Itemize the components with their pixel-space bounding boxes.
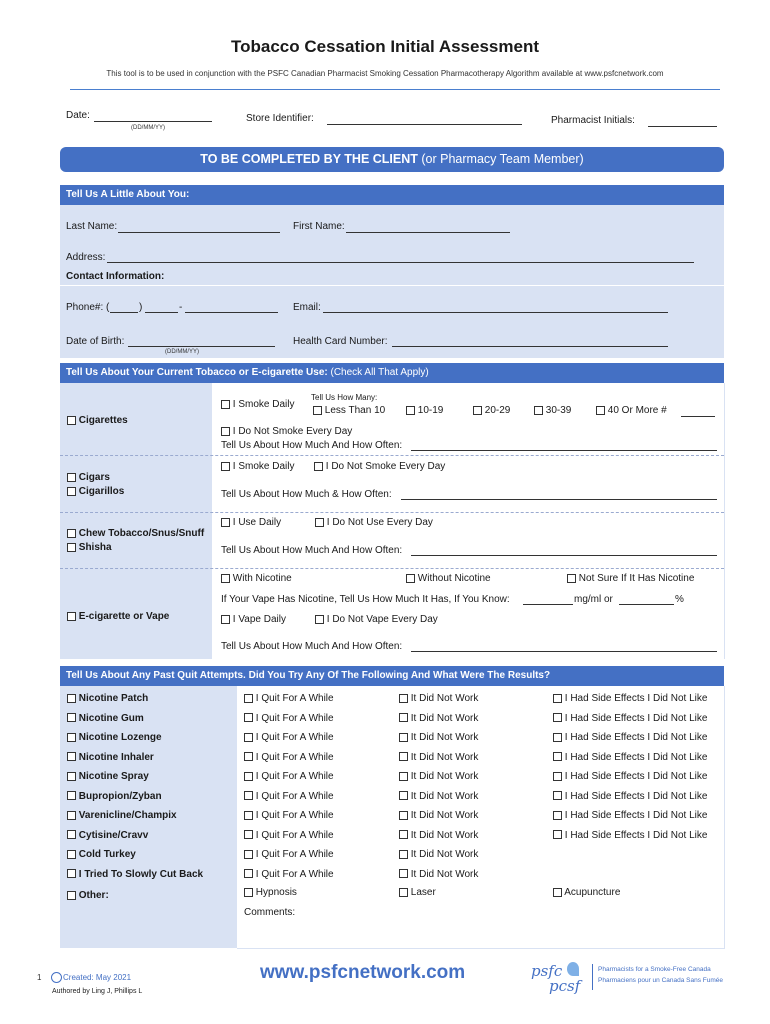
past-method-9-label: I Tried To Slowly Cut Back	[78, 868, 204, 880]
past-quit-while-6-checkbox[interactable]	[244, 811, 253, 820]
cigars-not-daily-checkbox[interactable]	[314, 462, 323, 471]
past-side-effects-7-label: I Had Side Effects I Did Not Like	[564, 829, 708, 841]
past-method-2-checkbox[interactable]	[67, 733, 76, 742]
past-side-effects-3-label: I Had Side Effects I Did Not Like	[564, 751, 708, 763]
cigarettes-daily-checkbox[interactable]	[221, 400, 230, 409]
past-quit-while-5-label: I Quit For A While	[255, 790, 334, 802]
cigarettes-label: Cigarettes	[78, 415, 128, 426]
other-option[interactable]	[67, 890, 109, 901]
past-method-8-label: Cold Turkey	[78, 849, 136, 860]
vape-daily-option[interactable]	[221, 614, 286, 625]
laser-label: Laser	[410, 887, 436, 898]
past-side-effects-3-option[interactable]	[553, 752, 707, 763]
cigars-daily-checkbox[interactable]	[221, 462, 230, 471]
past-method-2-label: Nicotine Lozenge	[78, 732, 162, 743]
past-side-effects-5-option[interactable]	[553, 791, 707, 802]
past-not-work-3-option[interactable]	[399, 752, 478, 763]
past-quit-while-3-option[interactable]	[244, 752, 334, 763]
chew-how-much-field[interactable]	[411, 555, 717, 556]
past-method-1-label: Nicotine Gum	[78, 712, 144, 724]
use-heading	[60, 363, 724, 383]
ecig-how-much-label: Tell Us About How Much And How Often:	[221, 641, 403, 652]
range-checkbox-5[interactable]	[596, 406, 605, 415]
acupuncture-option[interactable]	[553, 887, 620, 898]
ecig-label: E-cigarette or Vape	[78, 611, 170, 622]
past-side-effects-5-label: I Had Side Effects I Did Not Like	[564, 790, 708, 802]
not-sure-nicotine-checkbox[interactable]	[567, 574, 576, 583]
email-field[interactable]	[323, 312, 668, 313]
phone-area-field[interactable]	[110, 312, 138, 313]
cigarettes-not-daily-option[interactable]	[221, 426, 352, 437]
tagline-en: Pharmacists for a Smoke-Free Canada	[598, 966, 711, 973]
past-not-work-0-label: It Did Not Work	[410, 693, 479, 704]
health-card-label: Health Card Number:	[293, 336, 388, 347]
cigars-how-much-label: Tell Us About How Much & How Often:	[221, 489, 392, 500]
banner-bold: TO BE COMPLETED BY THE CLIENT	[200, 152, 418, 166]
past-side-effects-1-option[interactable]	[553, 713, 707, 724]
past-not-work-0-checkbox[interactable]	[399, 694, 408, 703]
past-not-work-9-checkbox[interactable]	[399, 869, 408, 878]
past-quit-while-9-checkbox[interactable]	[244, 869, 253, 878]
past-quit-while-2-option[interactable]	[244, 732, 334, 743]
cigarettes-daily-option[interactable]	[221, 399, 294, 410]
laser-checkbox[interactable]	[399, 888, 408, 897]
chew-how-much-label: Tell Us About How Much And How Often:	[221, 545, 403, 556]
date-label: Date:	[66, 110, 90, 121]
past-quit-while-6-option[interactable]	[244, 810, 334, 821]
past-method-1-checkbox[interactable]	[67, 713, 76, 722]
past-side-effects-1-checkbox[interactable]	[553, 713, 562, 722]
past-method-6-checkbox[interactable]	[67, 811, 76, 820]
hypnosis-checkbox[interactable]	[244, 888, 253, 897]
past-method-4-label: Nicotine Spray	[78, 771, 149, 782]
range-label-5: 40 Or More #	[607, 405, 667, 416]
past-not-work-5-checkbox[interactable]	[399, 791, 408, 800]
past-quit-while-8-label: I Quit For A While	[255, 849, 334, 860]
past-side-effects-2-checkbox[interactable]	[553, 733, 562, 742]
last-name-field[interactable]	[118, 232, 280, 233]
past-not-work-1-checkbox[interactable]	[399, 713, 408, 722]
vape-percent-field[interactable]	[619, 604, 674, 605]
past-not-work-1-label: It Did Not Work	[410, 712, 479, 724]
past-not-work-1-option[interactable]	[399, 713, 478, 724]
past-quit-while-1-label: I Quit For A While	[255, 712, 334, 724]
past-quit-while-0-option[interactable]	[244, 693, 334, 704]
past-side-effects-7-option[interactable]	[553, 830, 707, 841]
chew-option[interactable]	[67, 528, 204, 539]
laser-option[interactable]	[399, 887, 436, 898]
past-side-effects-0-label: I Had Side Effects I Did Not Like	[564, 693, 708, 704]
created-icon	[51, 972, 62, 983]
past-side-effects-6-label: I Had Side Effects I Did Not Like	[564, 810, 708, 821]
authored-by: Authored by Ling J, Phillips L	[52, 988, 143, 995]
with-nicotine-label: With Nicotine	[232, 573, 292, 584]
tagline-fr: Pharmaciens pour un Canada Sans Fumée	[598, 977, 724, 984]
past-method-0-option[interactable]	[67, 693, 148, 704]
chew-daily-label: I Use Daily	[232, 517, 282, 528]
page-number: 1	[37, 973, 42, 982]
past-method-7-label: Cytisine/Cravv	[78, 829, 149, 841]
cigars-how-much-field[interactable]	[401, 499, 717, 500]
past-side-effects-4-option[interactable]	[553, 771, 707, 782]
past-method-8-option[interactable]	[67, 849, 136, 860]
past-side-effects-0-option[interactable]	[553, 693, 707, 704]
ecig-option[interactable]	[67, 611, 169, 622]
ecig-checkbox[interactable]	[67, 612, 76, 621]
chew-daily-checkbox[interactable]	[221, 518, 230, 527]
past-not-work-6-label: It Did Not Work	[410, 810, 479, 821]
past-side-effects-7-checkbox[interactable]	[553, 830, 562, 839]
past-side-effects-6-option[interactable]	[553, 810, 707, 821]
other-checkbox[interactable]	[67, 891, 76, 900]
past-quit-while-5-option[interactable]	[244, 791, 334, 802]
cigars-daily-label: I Smoke Daily	[232, 461, 295, 472]
past-not-work-4-label: It Did Not Work	[410, 771, 479, 782]
page-subtitle: This tool is to be used in conjunction with the PSFC Canadian Pharmacist Smoking Cessation Pharmacotherapy Algorithm available at www.psfcnetwork.com	[106, 69, 664, 78]
about-heading: Tell Us A Little About You:	[60, 185, 724, 205]
dob-format: (DD/MM/YY)	[165, 349, 199, 355]
past-side-effects-4-label: I Had Side Effects I Did Not Like	[564, 771, 708, 782]
store-identifier-field[interactable]	[327, 124, 522, 125]
past-quit-while-1-checkbox[interactable]	[244, 713, 253, 722]
past-method-5-label: Bupropion/Zyban	[78, 790, 162, 802]
address-field[interactable]	[107, 262, 694, 263]
dob-label: Date of Birth:	[66, 336, 125, 347]
hypnosis-label: Hypnosis	[255, 887, 297, 898]
past-not-work-9-option[interactable]	[399, 869, 478, 880]
with-nicotine-checkbox[interactable]	[221, 574, 230, 583]
range-option-3[interactable]	[473, 405, 510, 416]
range-40-field[interactable]	[681, 416, 715, 417]
chew-daily-option[interactable]	[221, 517, 281, 528]
separator-3	[60, 568, 724, 569]
cigars-label: Cigars	[78, 472, 110, 483]
past-quit-while-8-checkbox[interactable]	[244, 850, 253, 859]
range-label-2: 10-19	[417, 405, 444, 416]
past-method-9-option[interactable]	[67, 869, 203, 880]
past-not-work-2-option[interactable]	[399, 732, 478, 743]
shisha-option[interactable]	[67, 542, 112, 553]
pharmacist-initials-field[interactable]	[648, 126, 717, 127]
date-format: (DD/MM/YY)	[131, 125, 165, 131]
use-right-column	[212, 383, 725, 659]
past-not-work-2-checkbox[interactable]	[399, 733, 408, 742]
past-not-work-3-checkbox[interactable]	[399, 752, 408, 761]
past-quit-while-4-option[interactable]	[244, 771, 334, 782]
vape-nicotine-question: If Your Vape Has Nicotine, Tell Us How Much It Has, If You Know:	[221, 594, 510, 605]
pharmacist-initials-label: Pharmacist Initials:	[551, 115, 635, 126]
phone-prefix-field[interactable]	[145, 312, 178, 313]
cigars-checkbox[interactable]	[67, 473, 76, 482]
past-not-work-2-label: It Did Not Work	[410, 732, 479, 743]
vape-mg-field[interactable]	[523, 604, 573, 605]
cigars-option[interactable]	[67, 472, 110, 483]
past-not-work-9-label: It Did Not Work	[410, 868, 479, 880]
ecig-how-much-field[interactable]	[411, 651, 717, 652]
header-divider	[70, 89, 720, 90]
range-option-2[interactable]	[406, 405, 443, 416]
range-checkbox-4[interactable]	[534, 406, 543, 415]
past-quit-while-3-label: I Quit For A While	[255, 751, 334, 763]
vape-not-daily-label: I Do Not Vape Every Day	[326, 614, 438, 625]
past-method-4-checkbox[interactable]	[67, 772, 76, 781]
past-quit-while-7-label: I Quit For A While	[255, 829, 334, 841]
chew-not-daily-option[interactable]	[315, 517, 433, 528]
past-quit-while-4-checkbox[interactable]	[244, 772, 253, 781]
dob-field[interactable]	[128, 346, 275, 347]
past-method-8-checkbox[interactable]	[67, 850, 76, 859]
past-not-work-6-option[interactable]	[399, 810, 478, 821]
cigarillos-label: Cigarillos	[78, 486, 125, 497]
past-not-work-8-option[interactable]	[399, 849, 478, 860]
past-side-effects-3-checkbox[interactable]	[553, 752, 562, 761]
past-quit-while-9-label: I Quit For A While	[255, 868, 334, 880]
past-not-work-5-option[interactable]	[399, 791, 478, 802]
phone-label: Phone#: (	[66, 302, 110, 313]
without-nicotine-label: Without Nicotine	[417, 573, 491, 584]
use-heading-bold: Tell Us About Your Current Tobacco or E-cigarette Use:	[66, 367, 328, 378]
past-method-9-checkbox[interactable]	[67, 869, 76, 878]
mg-ml-or: mg/ml or	[574, 594, 613, 605]
first-name-field[interactable]	[346, 232, 510, 233]
past-quit-while-6-label: I Quit For A While	[255, 810, 334, 821]
past-quit-while-0-label: I Quit For A While	[255, 693, 334, 704]
range-label-1: Less Than 10	[324, 405, 386, 416]
past-method-6-option[interactable]	[67, 810, 177, 821]
range-option-1[interactable]	[313, 405, 385, 416]
past-not-work-7-option[interactable]	[399, 830, 478, 841]
percent-sign: %	[675, 594, 684, 605]
past-side-effects-5-checkbox[interactable]	[553, 791, 562, 800]
past-side-effects-4-checkbox[interactable]	[553, 772, 562, 781]
last-name-label: Last Name:	[66, 221, 118, 232]
range-checkbox-2[interactable]	[406, 406, 415, 415]
not-sure-nicotine-label: Not Sure If It Has Nicotine	[578, 573, 695, 584]
past-method-7-option[interactable]	[67, 830, 148, 841]
not-sure-nicotine-option[interactable]	[567, 573, 694, 584]
vape-not-daily-option[interactable]	[315, 614, 438, 625]
tell-us-how-many: Tell Us How Many:	[311, 393, 378, 402]
email-label: Email:	[293, 302, 321, 313]
range-option-4[interactable]	[534, 405, 571, 416]
past-side-effects-2-option[interactable]	[553, 732, 707, 743]
past-side-effects-2-label: I Had Side Effects I Did Not Like	[564, 732, 708, 743]
acupuncture-label: Acupuncture	[564, 887, 621, 898]
cigarettes-option[interactable]	[67, 415, 128, 426]
with-nicotine-option[interactable]	[221, 573, 292, 584]
past-not-work-7-label: It Did Not Work	[410, 829, 479, 841]
past-method-3-checkbox[interactable]	[67, 752, 76, 761]
range-checkbox-3[interactable]	[473, 406, 482, 415]
client-banner	[60, 147, 724, 172]
hypnosis-option[interactable]	[244, 887, 297, 898]
vape-daily-label: I Vape Daily	[232, 614, 286, 625]
banner-normal: (or Pharmacy Team Member)	[421, 152, 584, 166]
past-method-2-option[interactable]	[67, 732, 162, 743]
past-quit-while-7-checkbox[interactable]	[244, 830, 253, 839]
chew-checkbox[interactable]	[67, 529, 76, 538]
past-not-work-6-checkbox[interactable]	[399, 811, 408, 820]
past-not-work-4-option[interactable]	[399, 771, 478, 782]
range-option-5[interactable]	[596, 405, 667, 416]
created-date: Created: May 2021	[63, 973, 132, 982]
past-quit-while-2-checkbox[interactable]	[244, 733, 253, 742]
chew-not-daily-label: I Do Not Use Every Day	[326, 517, 433, 528]
contact-divider	[60, 285, 724, 286]
acupuncture-checkbox[interactable]	[553, 888, 562, 897]
past-quit-while-3-checkbox[interactable]	[244, 752, 253, 761]
cigarettes-how-much-field[interactable]	[411, 450, 717, 451]
range-label-3: 20-29	[484, 405, 511, 416]
range-checkbox-1[interactable]	[313, 406, 322, 415]
past-quit-while-0-checkbox[interactable]	[244, 694, 253, 703]
cigarettes-how-much-label: Tell Us About How Much And How Often:	[221, 440, 403, 451]
past-not-work-4-checkbox[interactable]	[399, 772, 408, 781]
use-heading-normal: (Check All That Apply)	[330, 367, 429, 378]
shisha-checkbox[interactable]	[67, 543, 76, 552]
past-method-6-label: Varenicline/Champix	[78, 810, 177, 821]
logo-pcsf: pcsf	[549, 977, 581, 995]
phone-paren: )	[139, 302, 143, 313]
separator-2	[60, 512, 724, 513]
past-quit-while-2-label: I Quit For A While	[255, 732, 334, 743]
past-quit-while-5-checkbox[interactable]	[244, 791, 253, 800]
past-quit-while-9-option[interactable]	[244, 869, 334, 880]
past-method-3-label: Nicotine Inhaler	[78, 751, 154, 763]
date-field[interactable]	[94, 121, 212, 122]
past-method-7-checkbox[interactable]	[67, 830, 76, 839]
past-method-4-option[interactable]	[67, 771, 149, 782]
cigarillos-checkbox[interactable]	[67, 487, 76, 496]
page-title: Tobacco Cessation Initial Assessment	[231, 37, 539, 56]
vape-daily-checkbox[interactable]	[221, 615, 230, 624]
contact-heading: Contact Information:	[66, 271, 165, 282]
past-quit-while-1-option[interactable]	[244, 713, 334, 724]
other-label: Other:	[78, 890, 109, 901]
chew-label: Chew Tobacco/Snus/Snuff	[78, 528, 205, 539]
past-not-work-8-checkbox[interactable]	[399, 850, 408, 859]
comments-label: Comments:	[244, 907, 296, 918]
cigarettes-not-daily-checkbox[interactable]	[221, 427, 230, 436]
past-method-0-label: Nicotine Patch	[78, 693, 149, 704]
shisha-label: Shisha	[78, 542, 112, 553]
footer-url[interactable]: www.psfcnetwork.com	[260, 962, 466, 983]
past-not-work-3-label: It Did Not Work	[410, 751, 479, 763]
past-side-effects-1-label: I Had Side Effects I Did Not Like	[564, 712, 708, 724]
past-not-work-5-label: It Did Not Work	[410, 790, 479, 802]
without-nicotine-checkbox[interactable]	[406, 574, 415, 583]
past-not-work-7-checkbox[interactable]	[399, 830, 408, 839]
past-method-5-option[interactable]	[67, 791, 162, 802]
past-not-work-8-label: It Did Not Work	[410, 849, 479, 860]
past-method-5-checkbox[interactable]	[67, 791, 76, 800]
phone-number-field[interactable]	[185, 312, 278, 313]
logo-psfc: psfc	[531, 962, 563, 980]
cigars-daily-option[interactable]	[221, 461, 294, 472]
past-not-work-0-option[interactable]	[399, 693, 478, 704]
separator-1	[60, 455, 724, 456]
logo-leaf-icon	[567, 962, 579, 976]
past-heading: Tell Us About Any Past Quit Attempts. Did You Try Any Of The Following And What Were The Results?	[60, 666, 724, 686]
range-label-4: 30-39	[545, 405, 572, 416]
without-nicotine-option[interactable]	[406, 573, 491, 584]
cigarettes-checkbox[interactable]	[67, 416, 76, 425]
cigarettes-daily-label: I Smoke Daily	[232, 399, 295, 410]
address-label: Address:	[66, 252, 106, 263]
cigarillos-option[interactable]	[67, 486, 124, 497]
cigarettes-not-daily-label: I Do Not Smoke Every Day	[232, 426, 353, 437]
health-card-field[interactable]	[392, 346, 668, 347]
vape-not-daily-checkbox[interactable]	[315, 615, 324, 624]
first-name-label: First Name:	[293, 221, 345, 232]
store-identifier-label: Store Identifier:	[246, 113, 314, 124]
chew-not-daily-checkbox[interactable]	[315, 518, 324, 527]
logo-divider	[592, 964, 593, 990]
past-method-1-option[interactable]	[67, 713, 144, 724]
past-quit-while-8-option[interactable]	[244, 849, 334, 860]
cigars-not-daily-option[interactable]	[314, 461, 445, 472]
past-quit-while-4-label: I Quit For A While	[255, 771, 334, 782]
past-quit-while-7-option[interactable]	[244, 830, 334, 841]
phone-dash: -	[179, 302, 183, 313]
past-method-0-checkbox[interactable]	[67, 694, 76, 703]
past-side-effects-6-checkbox[interactable]	[553, 811, 562, 820]
past-side-effects-0-checkbox[interactable]	[553, 694, 562, 703]
past-method-3-option[interactable]	[67, 752, 154, 763]
cigars-not-daily-label: I Do Not Smoke Every Day	[325, 461, 446, 472]
